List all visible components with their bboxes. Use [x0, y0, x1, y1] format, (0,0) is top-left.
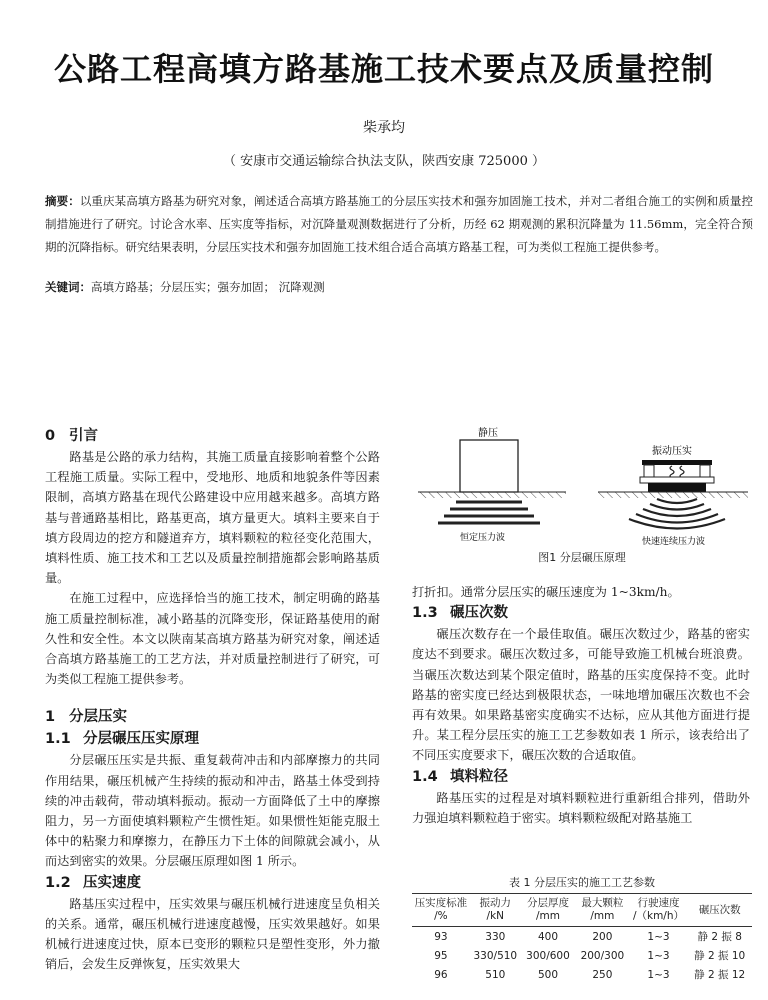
table-cell: 1~3	[647, 930, 670, 943]
section-1-2-heading	[45, 872, 380, 894]
table-cell: 400	[537, 930, 559, 943]
section-title: 填料粒径	[450, 768, 508, 785]
table-header-cell: 压实度标准 /%	[412, 894, 470, 927]
keywords-label: 关键词：	[45, 280, 91, 294]
table-header-cell: 振动力 /kN	[470, 894, 521, 927]
table-cell: 200	[592, 930, 613, 943]
table-cell: 1~3	[647, 968, 670, 981]
section-title: 分层压实	[69, 709, 127, 726]
table-cell: 95	[434, 949, 448, 962]
table-header-row	[412, 894, 752, 927]
static-label: 静压	[478, 428, 498, 439]
table-cell: 静 2 振 8	[697, 931, 742, 943]
table-cell: 500	[537, 968, 559, 981]
right-column	[412, 582, 750, 828]
table-row	[412, 965, 752, 984]
table-title: 表 1 分层压实的施工工艺参数	[509, 876, 655, 889]
table-cell: 200/300	[580, 949, 625, 962]
paragraph: 路基是公路的承力结构，其施工质量直接影响着整个公路工程施工质量。实际工程中，受地形、地质和地貌条件等因素限制，高填方路基在现代公路建设中应用越来越多。高填方路基与普通路基相比，路基更高，填方量更大。填料主要来自于填方段周边的挖方和隧道弃方，填料颗粒的粒径变化范围大，填料性质、施工技术和工艺以及质量控制措施都会影响路基质量。	[45, 450, 380, 586]
right-wave-label: 快速连续压力波	[642, 537, 706, 547]
compaction-diagram	[412, 425, 752, 547]
section-title: 引言	[69, 428, 98, 444]
paragraph: 分层碾压压实是共振、重复载荷冲击和内部摩擦力的共同作用结果，碾压机械产生持续的振动和冲击，路基土体受到持续的冲击载荷，带动填料振动。振动一方面降低了土中的摩擦阻力，另一方面使填料颗粒产生惯性矩。如果惯性矩能克服土体中的粘聚力和摩擦力，在静压力下土体的间隙就会减小，从而达到密实的效果。分层碾压原理如图 1 所示。	[45, 753, 380, 869]
section-0-heading	[45, 425, 380, 447]
table-row	[412, 927, 752, 947]
paragraph: 打折扣。通常分层压实的碾压速度为 1~3km/h。	[412, 585, 680, 599]
section-number: 1.1	[45, 731, 71, 748]
abstract	[45, 190, 753, 259]
paragraph: 路基压实的过程是对填料颗粒进行重新组合排列，借助外力强迫填料颗粒趋于密实。填料颗粒级配对路基施工	[412, 790, 750, 825]
section-1-1-heading	[45, 728, 380, 750]
table-cell: 静 2 振 12	[694, 969, 746, 981]
ground-hatch	[418, 492, 566, 498]
table-cell: 330	[485, 930, 506, 943]
figure-caption: 图1 分层碾压原理	[538, 551, 626, 564]
section-title: 分层碾压压实原理	[83, 731, 199, 748]
table-header-cell: 分层厚度 /mm	[521, 894, 575, 927]
section-number: 1	[45, 709, 56, 726]
table-cell: 300/600	[526, 949, 570, 962]
vibratory-roller	[640, 460, 714, 492]
table-cell: 510	[485, 968, 506, 981]
constant-pressure-wave	[438, 502, 540, 523]
author-affiliation: （ 安康市交通运输综合执法支队，陕西安康 725000 ）	[222, 154, 546, 169]
static-load-block	[460, 440, 518, 492]
section-number: 1.2	[45, 874, 71, 891]
section-number: 1.3	[412, 605, 438, 622]
left-column	[45, 425, 380, 974]
table-row	[412, 946, 752, 965]
paper-title: 公路工程高填方路基施工技术要点及质量控制	[53, 50, 714, 88]
table-cell: 96	[434, 968, 448, 981]
abstract-label: 摘要：	[45, 194, 80, 208]
vibro-label: 振动压实	[652, 446, 692, 457]
paragraph: 在施工过程中，应选择恰当的施工技术，制定明确的路基施工质量控制标准，减小路基的沉降变形，保证路基使用的耐久性和安全性。本文以陕南某高填方路基为研究对象，阐述适合高填方路基施工的工艺方法，并对质量控制进行了研究，可为类似工程施工提供参考。	[45, 591, 380, 687]
keywords-text: 高填方路基；分层压实；强夯加固； 沉降观测	[91, 280, 325, 294]
paragraph: 路基压实过程中，压实效果与碾压机械行进速度呈负相关的关系。通常，碾压机械行进速度越慢，压实效果越好。如果机械行进速度过快，原本已变形的颗粒只是塑性变形，外力撤销后，会发生反弹恢复，压实效果大	[45, 896, 380, 972]
keywords	[45, 276, 753, 298]
figure-1	[412, 425, 752, 570]
table-cell: 静 2 振 10	[694, 950, 746, 962]
table-cell: 250	[592, 968, 613, 981]
section-title: 压实速度	[83, 874, 141, 891]
params-table	[412, 893, 752, 984]
table-header-cell: 最大颗粒 /mm	[575, 894, 629, 927]
table-header-cell: 行驶速度 /（km/h）	[630, 894, 688, 927]
abstract-text: 以重庆某高填方路基为研究对象，阐述适合高填方路基施工的分层压实技术和强夯加固施工技术，并对二者组合施工的实例和质量控制措施进行了研究。讨论含水率、压实度等指标，对沉降量观测数据进行了分析，历经 62 期观测的累积沉降量为 11.56mm，完全符合预期的沉降指标。研究结果表明，分层压实技术和强夯加固施工技术组合适合高填方路基工程，可为类似工程施工提供参考。	[45, 194, 753, 254]
table-cell: 330/510	[473, 949, 518, 962]
section-1-heading	[45, 706, 380, 728]
author-name: 柴承均	[363, 120, 405, 136]
table-header-cell: 碾压次数	[687, 894, 752, 927]
table-cell: 1~3	[647, 949, 670, 962]
ground-hatch	[598, 492, 748, 498]
left-wave-label: 恒定压力波	[460, 533, 506, 543]
section-1-3-heading	[412, 602, 750, 624]
continuous-pressure-wave	[629, 499, 725, 529]
table-cell: 93	[434, 930, 448, 943]
section-number: 1.4	[412, 768, 438, 785]
section-title: 碾压次数	[450, 605, 508, 622]
section-number: 0	[45, 428, 56, 444]
section-1-4-heading	[412, 766, 750, 788]
paragraph: 碾压次数存在一个最佳取值。碾压次数过少，路基的密实度达不到要求。碾压次数过多，可能导致施工机械台班浪费。当碾压次数达到某个限定值时，路基的压实度保持不变。此时路基的密实度已经达到极限状态，一味地增加碾压次数也不会再有效果。如果路基密实度确实不达标，应从其他方面进行提升。某工程分层压实的施工工艺参数如表 1 所示，该表给出了不同压实度要求下，碾压次数的合适取值。	[412, 627, 750, 763]
